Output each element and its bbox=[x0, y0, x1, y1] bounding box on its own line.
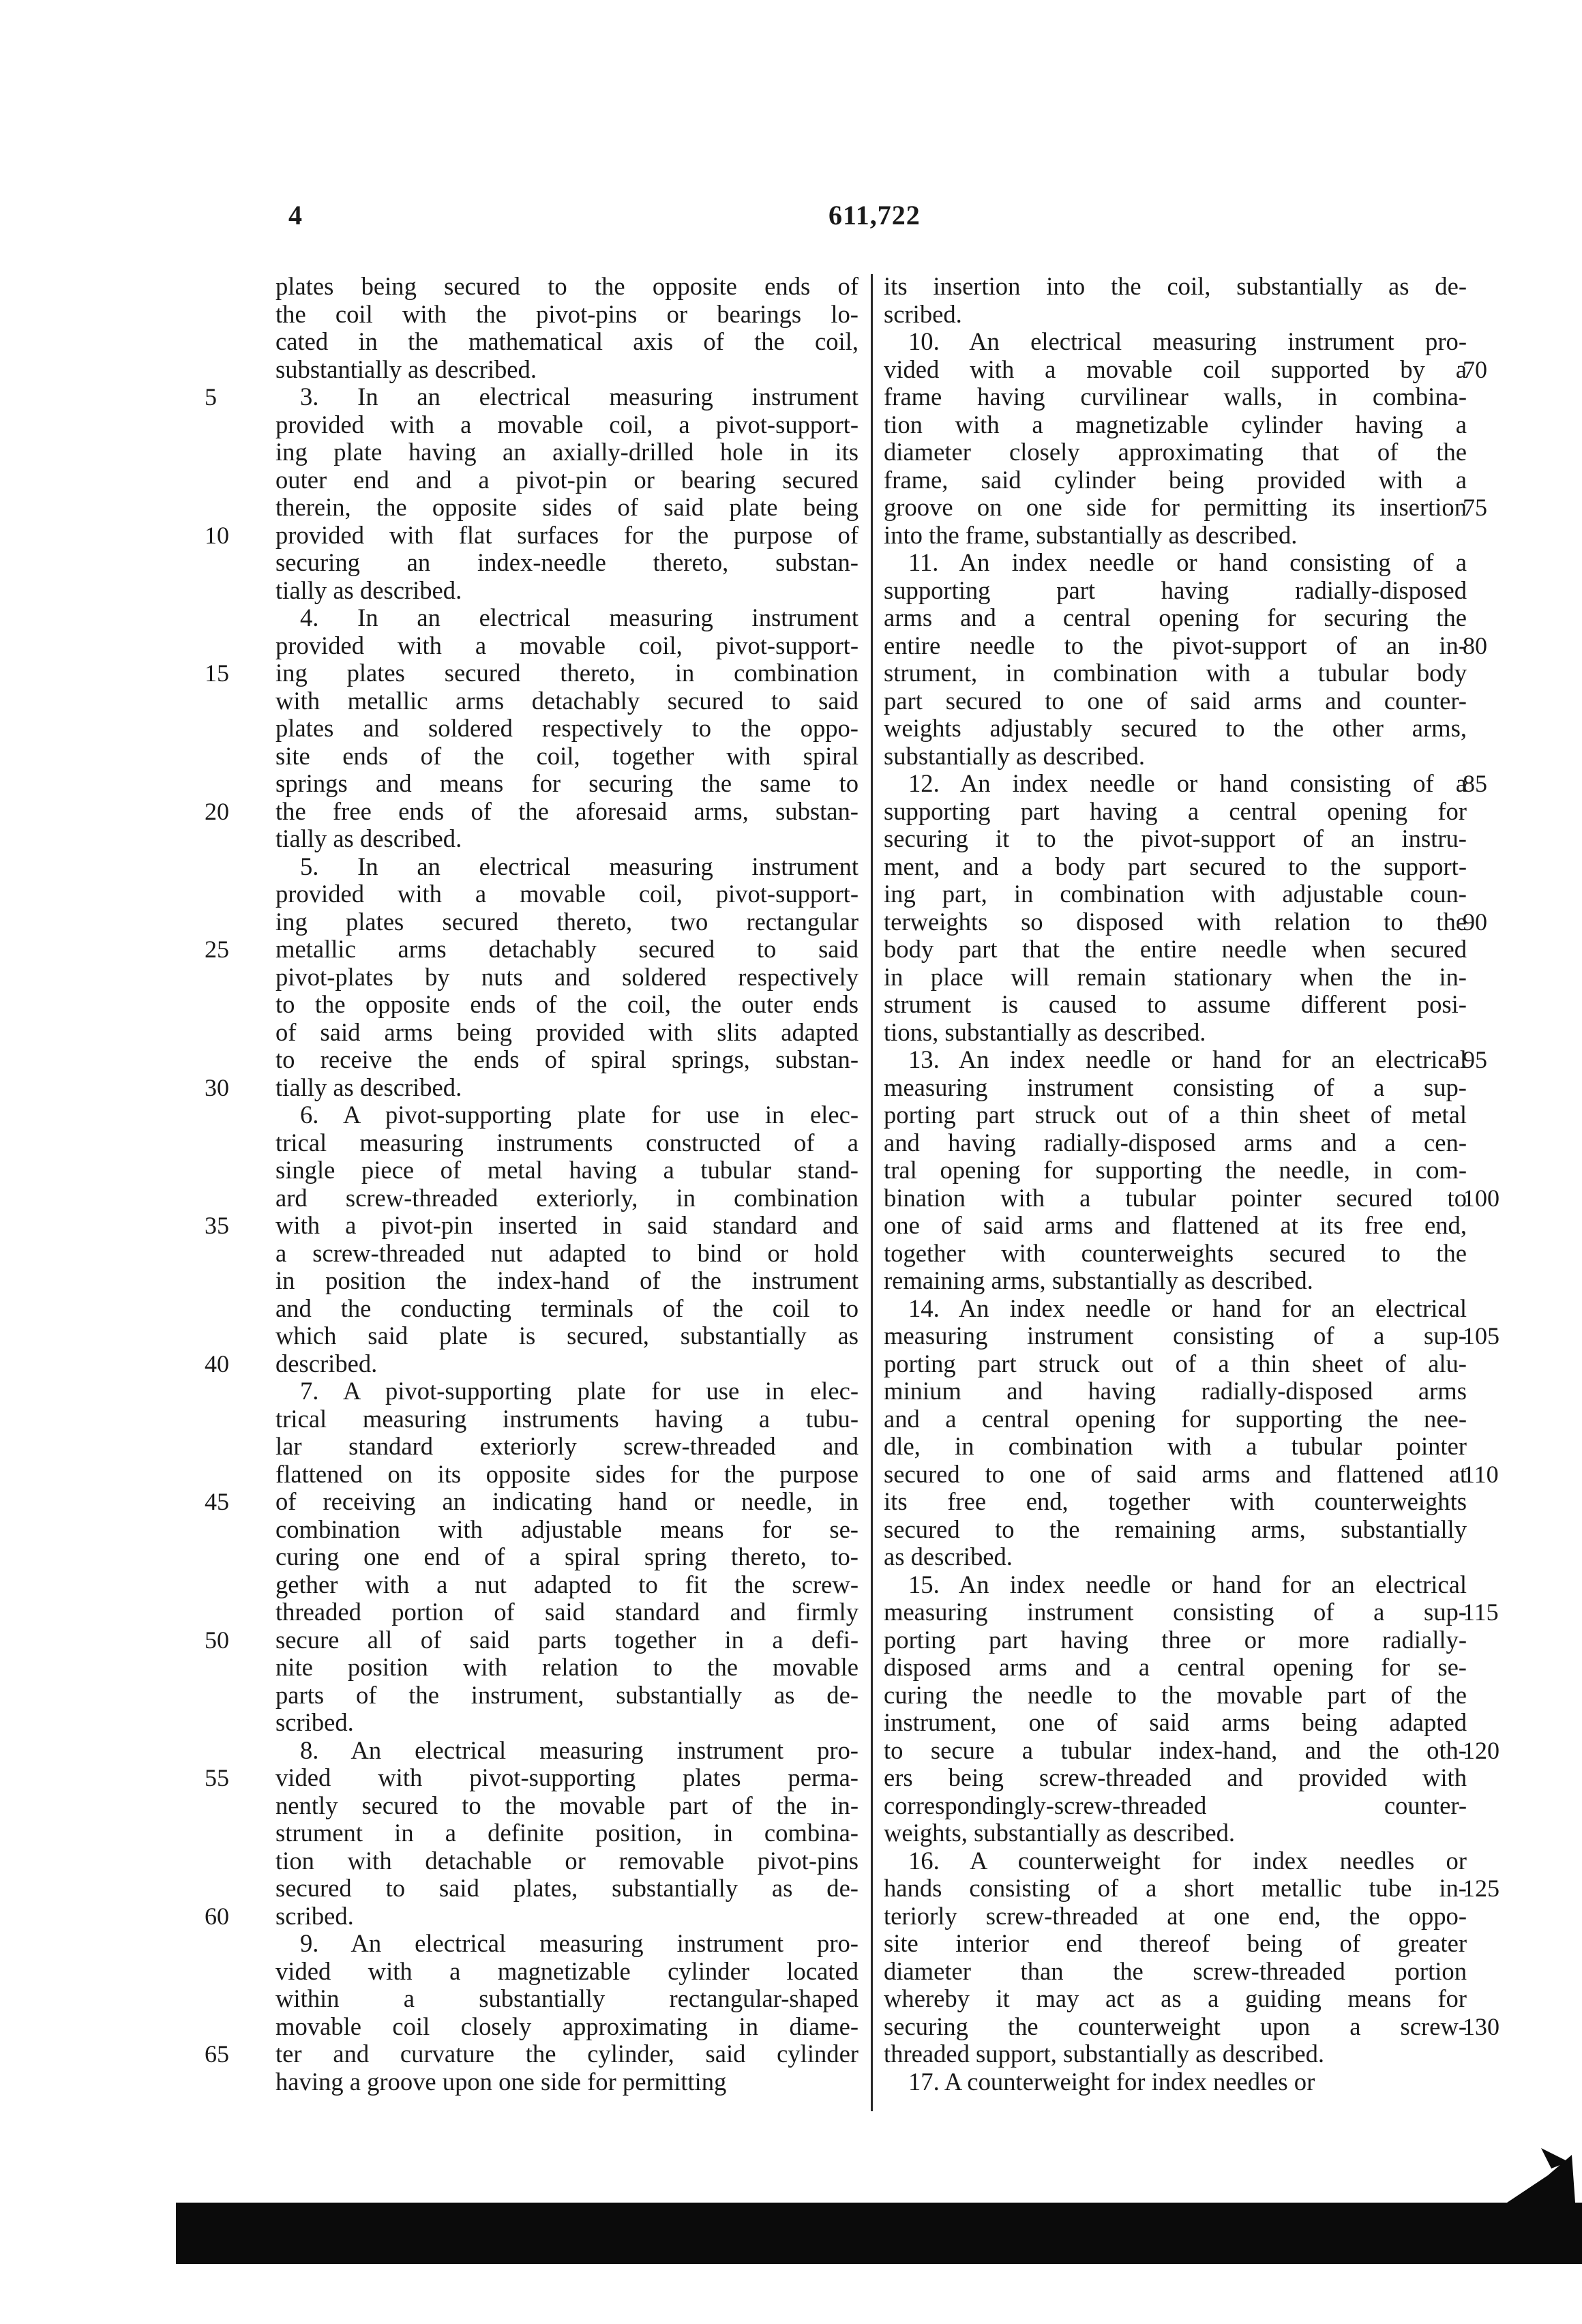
line-number-left: 60 bbox=[205, 1902, 229, 1930]
text-line: parts of the instrument, substantially as de- bbox=[275, 1681, 859, 1709]
text-line: securing an index-needle thereto, substan- bbox=[275, 549, 859, 576]
text-line: within a substantially rectangular-shaped bbox=[275, 1985, 859, 2012]
line-number-right: 110 bbox=[1463, 1460, 1499, 1488]
text-line: tions, substantially as described. bbox=[884, 1018, 1206, 1046]
text-line: frame, said cylinder being provided with a bbox=[884, 466, 1467, 494]
text-line: porting part struck out of a thin sheet of alu- bbox=[884, 1350, 1467, 1377]
text-line: remaining arms, substantially as described. bbox=[884, 1267, 1313, 1294]
text-line: ing plates secured thereto, two rectangular bbox=[275, 908, 859, 936]
text-line: teriorly screw-threaded at one end, the oppo- bbox=[884, 1902, 1467, 1930]
text-line: site interior end thereof being of greater bbox=[884, 1930, 1467, 1957]
line-number-right: 70 bbox=[1463, 355, 1487, 383]
text-line: porting part struck out of a thin sheet of metal bbox=[884, 1101, 1467, 1129]
text-line: tion with detachable or removable pivot-pins bbox=[275, 1847, 859, 1875]
text-line: curing one end of a spiral spring thereto, to- bbox=[275, 1543, 859, 1570]
text-line: securing the counterweight upon a screw- bbox=[884, 2012, 1467, 2040]
text-line: single piece of metal having a tubular stand- bbox=[275, 1157, 859, 1184]
page-number: 4 bbox=[288, 200, 303, 230]
text-line: weights adjustably secured to the other arms, bbox=[884, 715, 1467, 742]
text-line: 16. A counterweight for index needles or bbox=[908, 1847, 1467, 1875]
line-number-left: 30 bbox=[205, 1073, 229, 1101]
text-line: 11. An index needle or hand consisting of a bbox=[908, 549, 1467, 576]
text-line: arms and a central opening for securing the bbox=[884, 604, 1467, 631]
text-line: described. bbox=[275, 1350, 378, 1377]
text-line: groove on one side for permitting its insertion bbox=[884, 494, 1467, 521]
text-line: with a pivot-pin inserted in said standard and bbox=[275, 1212, 859, 1239]
text-line: its free end, together with counterweights bbox=[884, 1488, 1467, 1515]
text-line: tion with a magnetizable cylinder having a bbox=[884, 411, 1467, 438]
text-line: ment, and a body part secured to the support- bbox=[884, 852, 1467, 880]
text-line: entire needle to the pivot-support of an in- bbox=[884, 631, 1467, 659]
text-line: 4. In an electrical measuring instrument bbox=[300, 604, 859, 631]
text-line: 8. An electrical measuring instrument pro- bbox=[300, 1736, 859, 1764]
text-line: dle, in combination with a tubular pointer bbox=[884, 1433, 1467, 1460]
text-line: provided with a movable coil, pivot-support- bbox=[275, 880, 859, 908]
text-line: its insertion into the coil, substantially as de- bbox=[884, 273, 1467, 300]
text-line: threaded support, substantially as described. bbox=[884, 2040, 1325, 2068]
scan-bottom-bar bbox=[176, 2203, 1582, 2264]
text-line: nently secured to the movable part of the in- bbox=[275, 1791, 859, 1819]
text-line: ing plates secured thereto, in combination bbox=[275, 659, 859, 687]
text-line: the free ends of the aforesaid arms, substan- bbox=[275, 797, 859, 825]
text-line: bination with a tubular pointer secured to bbox=[884, 1184, 1467, 1212]
text-line: supporting part having a central opening for bbox=[884, 797, 1467, 825]
text-line: 7. A pivot-supporting plate for use in elec- bbox=[300, 1377, 859, 1405]
text-line: with metallic arms detachably secured to said bbox=[275, 687, 859, 715]
text-line: 17. A counterweight for index needles or bbox=[908, 2068, 1315, 2096]
text-line: vided with pivot-supporting plates perma- bbox=[275, 1764, 859, 1791]
line-number-left: 65 bbox=[205, 2040, 229, 2068]
text-line: provided with flat surfaces for the purpose of bbox=[275, 521, 859, 549]
text-line: pivot-plates by nuts and soldered respectively bbox=[275, 963, 859, 991]
text-line: ing part, in combination with adjustable coun- bbox=[884, 880, 1467, 908]
column-divider bbox=[871, 274, 873, 2111]
text-line: 3. In an electrical measuring instrument bbox=[300, 383, 859, 411]
text-line: to the opposite ends of the coil, the outer ends bbox=[275, 991, 859, 1018]
text-line: supporting part having radially-disposed bbox=[884, 576, 1467, 604]
text-line: substantially as described. bbox=[275, 355, 537, 383]
text-line: tially as described. bbox=[275, 825, 462, 852]
text-line: ers being screw-threaded and provided with bbox=[884, 1764, 1467, 1791]
text-line: to secure a tubular index-hand, and the oth- bbox=[884, 1736, 1467, 1764]
text-line: frame having curvilinear walls, in combina- bbox=[884, 383, 1467, 411]
line-number-right: 100 bbox=[1463, 1184, 1499, 1212]
line-number-left: 10 bbox=[205, 521, 229, 549]
text-line: of receiving an indicating hand or needle, in bbox=[275, 1488, 859, 1515]
text-line: and a central opening for supporting the nee- bbox=[884, 1405, 1467, 1433]
text-line: 5. In an electrical measuring instrument bbox=[300, 852, 859, 880]
text-line: minium and having radially-disposed arms bbox=[884, 1377, 1467, 1405]
text-line: combination with adjustable means for se- bbox=[275, 1515, 859, 1543]
text-line: lar standard exteriorly screw-threaded and bbox=[275, 1433, 859, 1460]
text-line: ard screw-threaded exteriorly, in combination bbox=[275, 1184, 859, 1212]
text-line: strument in a definite position, in combina- bbox=[275, 1819, 859, 1847]
text-line: measuring instrument consisting of a sup- bbox=[884, 1598, 1467, 1626]
line-number-right: 75 bbox=[1463, 494, 1487, 521]
text-line: movable coil closely approximating in diame- bbox=[275, 2012, 859, 2040]
text-line: ing plate having an axially-drilled hole in its bbox=[275, 438, 859, 466]
text-line: 14. An index needle or hand for an electrical bbox=[908, 1294, 1467, 1322]
text-line: nite position with relation to the movable bbox=[275, 1654, 859, 1681]
line-number-left: 50 bbox=[205, 1626, 229, 1654]
text-line: vided with a movable coil supported by a bbox=[884, 355, 1467, 383]
line-number-left: 40 bbox=[205, 1350, 229, 1377]
text-line: cated in the mathematical axis of the coil, bbox=[275, 328, 859, 355]
line-number-right: 80 bbox=[1463, 631, 1487, 659]
text-line: threaded portion of said standard and firmly bbox=[275, 1598, 859, 1626]
text-line: plates and soldered respectively to the oppo- bbox=[275, 715, 859, 742]
text-line: trical measuring instruments having a tubu- bbox=[275, 1405, 859, 1433]
line-number-left: 20 bbox=[205, 797, 229, 825]
text-line: as described. bbox=[884, 1543, 1013, 1570]
text-line: ter and curvature the cylinder, said cylinder bbox=[275, 2040, 859, 2068]
text-line: metallic arms detachably secured to said bbox=[275, 936, 859, 963]
text-line: provided with a movable coil, pivot-support- bbox=[275, 631, 859, 659]
line-number-right: 130 bbox=[1463, 2012, 1499, 2040]
line-number-left: 5 bbox=[205, 383, 217, 411]
text-line: porting part having three or more radially- bbox=[884, 1626, 1467, 1654]
text-line: secure all of said parts together in a defi- bbox=[275, 1626, 859, 1654]
text-line: together with counterweights secured to the bbox=[884, 1239, 1467, 1267]
text-line: secured to said plates, substantially as de- bbox=[275, 1875, 859, 1902]
text-line: to receive the ends of spiral springs, substan- bbox=[275, 1046, 859, 1073]
line-number-right: 105 bbox=[1463, 1322, 1499, 1350]
text-line: measuring instrument consisting of a sup- bbox=[884, 1322, 1467, 1350]
text-line: tially as described. bbox=[275, 576, 462, 604]
text-line: terweights so disposed with relation to the bbox=[884, 908, 1467, 936]
text-line: part secured to one of said arms and counter- bbox=[884, 687, 1467, 715]
patent-number: 611,722 bbox=[829, 200, 921, 230]
text-line: in place will remain stationary when the in- bbox=[884, 963, 1467, 991]
text-line: provided with a movable coil, a pivot-support- bbox=[275, 411, 859, 438]
text-line: of said arms being provided with slits adapted bbox=[275, 1018, 859, 1046]
text-line: 6. A pivot-supporting plate for use in elec- bbox=[300, 1101, 859, 1129]
text-line: instrument, one of said arms being adapted bbox=[884, 1709, 1467, 1736]
scan-corner-artifact bbox=[1500, 2134, 1575, 2209]
text-line: and having radially-disposed arms and a cen- bbox=[884, 1129, 1467, 1157]
text-line: in position the index-hand of the instrument bbox=[275, 1267, 859, 1294]
text-line: 13. An index needle or hand for an electrical bbox=[908, 1046, 1467, 1073]
text-line: body part that the entire needle when secured bbox=[884, 936, 1467, 963]
text-line: which said plate is secured, substantially as bbox=[275, 1322, 859, 1350]
line-number-right: 125 bbox=[1463, 1875, 1499, 1902]
text-line: the coil with the pivot-pins or bearings lo- bbox=[275, 300, 859, 328]
text-line: a screw-threaded nut adapted to bind or hold bbox=[275, 1239, 859, 1267]
text-line: diameter than the screw-threaded portion bbox=[884, 1957, 1467, 1985]
line-number-left: 15 bbox=[205, 659, 229, 687]
line-number-right: 85 bbox=[1463, 770, 1487, 797]
text-line: strument is caused to assume different posi- bbox=[884, 991, 1467, 1018]
line-number-left: 35 bbox=[205, 1212, 229, 1239]
right-text-column bbox=[884, 273, 1467, 2096]
line-number-right: 90 bbox=[1463, 908, 1487, 936]
text-line: measuring instrument consisting of a sup- bbox=[884, 1073, 1467, 1101]
text-line: secured to one of said arms and flattened at bbox=[884, 1460, 1467, 1488]
text-line: flattened on its opposite sides for the purpose bbox=[275, 1460, 859, 1488]
text-line: 10. An electrical measuring instrument pro- bbox=[908, 328, 1467, 355]
text-line: substantially as described. bbox=[884, 742, 1145, 770]
text-line: correspondingly-screw-threaded counter- bbox=[884, 1791, 1467, 1819]
text-line: outer end and a pivot-pin or bearing secured bbox=[275, 466, 859, 494]
text-line: plates being secured to the opposite ends of bbox=[275, 273, 859, 300]
line-number-right: 95 bbox=[1463, 1046, 1487, 1073]
text-line: curing the needle to the movable part of the bbox=[884, 1681, 1467, 1709]
text-line: site ends of the coil, together with spiral bbox=[275, 742, 859, 770]
line-number-right: 120 bbox=[1463, 1736, 1499, 1764]
text-line: trical measuring instruments constructed of a bbox=[275, 1129, 859, 1157]
text-line: diameter closely approximating that of the bbox=[884, 438, 1467, 466]
text-line: scribed. bbox=[275, 1709, 354, 1736]
text-line: disposed arms and a central opening for se- bbox=[884, 1654, 1467, 1681]
line-number-left: 25 bbox=[205, 936, 229, 963]
text-line: one of said arms and flattened at its free end, bbox=[884, 1212, 1467, 1239]
text-line: scribed. bbox=[275, 1902, 354, 1930]
text-line: whereby it may act as a guiding means for bbox=[884, 1985, 1467, 2012]
line-number-left: 55 bbox=[205, 1764, 229, 1791]
text-line: secured to the remaining arms, substantially bbox=[884, 1515, 1467, 1543]
text-line: and the conducting terminals of the coil to bbox=[275, 1294, 859, 1322]
text-line: 12. An index needle or hand consisting of a bbox=[908, 770, 1467, 797]
text-line: vided with a magnetizable cylinder located bbox=[275, 1957, 859, 1985]
text-line: securing it to the pivot-support of an instru- bbox=[884, 825, 1467, 852]
text-line: scribed. bbox=[884, 300, 962, 328]
text-line: hands consisting of a short metallic tube in- bbox=[884, 1875, 1467, 1902]
line-number-right: 115 bbox=[1463, 1598, 1499, 1626]
text-line: therein, the opposite sides of said plate being bbox=[275, 494, 859, 521]
text-line: gether with a nut adapted to fit the screw- bbox=[275, 1570, 859, 1598]
text-line: tially as described. bbox=[275, 1073, 462, 1101]
text-line: strument, in combination with a tubular body bbox=[884, 659, 1467, 687]
text-line: 9. An electrical measuring instrument pro- bbox=[300, 1930, 859, 1957]
text-line: into the frame, substantially as described. bbox=[884, 521, 1298, 549]
text-line: tral opening for supporting the needle, in com- bbox=[884, 1157, 1467, 1184]
text-line: having a groove upon one side for permitting bbox=[275, 2068, 727, 2096]
text-line: springs and means for securing the same to bbox=[275, 770, 859, 797]
line-number-left: 45 bbox=[205, 1488, 229, 1515]
text-line: 15. An index needle or hand for an electrical bbox=[908, 1570, 1467, 1598]
text-line: weights, substantially as described. bbox=[884, 1819, 1236, 1847]
left-text-column bbox=[275, 273, 859, 2096]
